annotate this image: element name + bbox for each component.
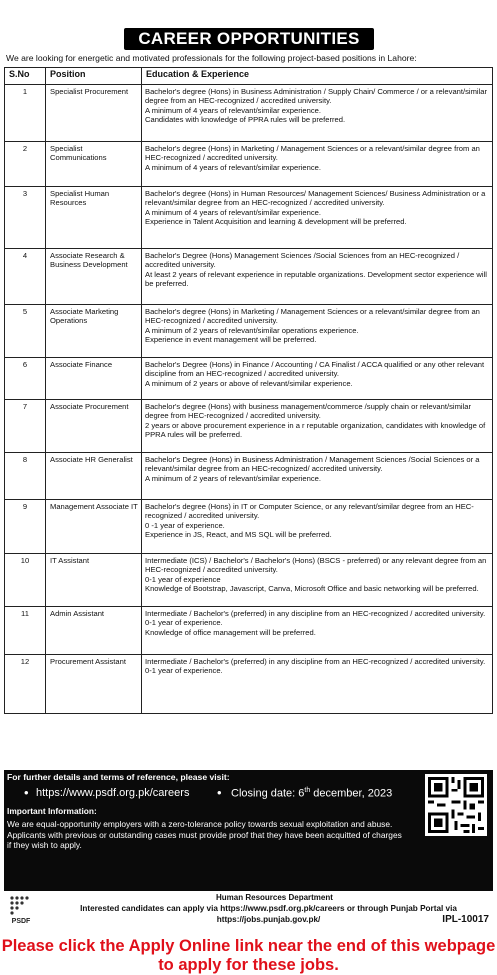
requirement-line: Bachelor's Degree (Hons) Management Sciences /Social Sciences from an HEC-recognized / accredited university. [145,251,460,270]
table-row [5,655,493,714]
requirement-line: Knowledge of office management will be preferred. [145,627,316,637]
job-sno: 4 [5,249,46,305]
requirement-line: A minimum of 2 years of relevant/similar operations experience. [145,325,359,335]
requirement-line: A minimum of 4 years of relevant/similar experience. [145,207,321,217]
job-position: Associate Research & Business Development [46,249,142,305]
requirement-line: Bachelor's Degree (Hons) in Business Administration / Management Sciences /Social Sciences or a relevant/similar degree from an HEC-recognized/ accredited university. [145,455,480,474]
job-position: Procurement Assistant [46,655,142,714]
job-sno: 7 [5,400,46,453]
job-sno: 11 [5,607,46,655]
jobs-table [4,67,493,714]
svg-text:PSDF: PSDF [11,918,31,925]
table-row [5,187,493,249]
table-row [5,249,493,305]
table-row [5,607,493,655]
closing-date: Closing date: 6th december, 2023 [231,787,393,800]
requirement-line: Bachelor's degree (Hons) with business management/commerce /supply chain or relevant/similar degree from HEC-recognized / accredited university. [145,402,472,421]
requirement-line: Experience in JS, React, and MS SQL will be preferred. [145,530,332,540]
job-requirements [142,400,493,453]
requirement-line: Experience in Talent Acquisition and learning & development will be preferred. [145,217,407,227]
requirement-line: A minimum of 2 years or above of relevant/similar experience. [145,378,353,388]
job-sno: 1 [5,85,46,142]
job-sno: 10 [5,554,46,607]
table-header-row [5,68,493,85]
header-position: Position [46,68,142,85]
punjab-portal-link[interactable]: https://jobs.punjab.gov.pk/ [216,914,321,924]
job-requirements [142,655,493,714]
intro-text: We are looking for energetic and motivated professionals for the following project-based positions in Lahore: [6,53,417,63]
requirement-line: 0-1 year of experience. [145,618,223,628]
job-requirements [142,607,493,655]
details-line: For further details and terms of reference, please visit: [7,772,230,782]
apply-online-notice: Please click the Apply Online link near the end of this webpage to apply for these jobs. [1,937,496,974]
table-row [5,554,493,607]
bullet-icon: • [217,785,222,800]
qr-code-icon[interactable] [425,774,487,836]
psdf-logo-icon [6,893,36,925]
requirement-line: 0 -1 year of experience. [145,520,225,530]
job-position: Specialist Communications [46,142,142,187]
job-requirements [142,85,493,142]
department-name: Human Resources Department [216,893,333,902]
requirement-line: Bachelor's degree (Hons) in Business Administration / Supply Chain/ Commerce / or a relevant/similar degree from an HEC-recognized / accredited university. [145,87,488,106]
requirement-line: Bachelor's Degree (Hons) in Finance / Accounting / CA Finalist / ACCA qualified or any other relevant discipline from an HEC-recognized / accredited university. [145,360,485,379]
application-section [4,891,493,931]
header-sno: S.No [5,68,46,85]
requirement-line: 0-1 year of experience [145,574,221,584]
job-position: Associate Finance [46,358,142,400]
job-requirements [142,187,493,249]
page-title: CAREER OPPORTUNITIES [138,29,360,48]
requirement-line: Intermediate / Bachelor's (preferred) in any discipline from an HEC-recognized / accredited university. [145,657,486,666]
footer-info-panel [4,770,493,891]
job-requirements [142,142,493,187]
header-education: Education & Experience [142,68,493,85]
table-row [5,305,493,358]
requirement-line: Bachelor's degree (Hons) in IT or Computer Science, or any relevant/similar degree from an HEC-recognized / accredited university. [145,502,474,521]
job-position: Management Associate IT [46,500,142,554]
requirement-line: Intermediate / Bachelor's (preferred) in any discipline from an HEC-recognized / accredited university. [145,609,486,618]
important-info-text: We are equal-opportunity employers with a zero-tolerance policy towards sexual exploitation and abuse. Applicants with previous or outstanding cases must provide proof that they have been acquitted of charges if they wish to apply. [7,819,402,850]
job-sno: 2 [5,142,46,187]
job-sno: 12 [5,655,46,714]
job-requirements [142,305,493,358]
job-sno: 9 [5,500,46,554]
table-row [5,142,493,187]
table-row [5,500,493,554]
job-requirements [142,453,493,500]
jobs-table-body [5,85,493,714]
job-sno: 6 [5,358,46,400]
job-position: Associate Marketing Operations [46,305,142,358]
title-banner [124,28,374,50]
bullet-icon: • [24,785,29,800]
job-position: IT Assistant [46,554,142,607]
table-row [5,358,493,400]
job-requirements [142,249,493,305]
requirement-line: Knowledge of Bootstrap, Javascript, Canva, Microsoft Office and basic networking will be preferred. [145,584,479,594]
job-sno: 3 [5,187,46,249]
requirement-line: A minimum of 4 years of relevant/similar experience. [145,162,321,172]
important-info-title: Important Information: [7,806,97,816]
apply-instructions: Interested candidates can apply via https://www.psdf.org.pk/careers or through Punjab Portal via https://jobs.punjab.gov.pk/ [46,904,491,925]
requirement-line: At least 2 years of relevant experience in reputable organizations. Development sector experience will be preferred. [145,269,487,289]
requirement-line: Intermediate (ICS) / Bachelor's / Bachelor's (Hons) (BSCS - preferred) or any relevant degree from an HEC-recognized / accredited university. [145,556,487,575]
job-requirements [142,358,493,400]
job-sno: 5 [5,305,46,358]
table-row [5,400,493,453]
job-position: Associate Procurement [46,400,142,453]
careers-link[interactable]: https://www.psdf.org.pk/careers [36,787,190,799]
requirement-line: Bachelor's degree (Hons) in Marketing / Management Sciences or a relevant/similar degree from an HEC-recognized / accredited university. [145,144,480,163]
requirement-line: A minimum of 4 years of relevant/similar experience. [145,105,321,115]
table-row [5,453,493,500]
job-position: Specialist Procurement [46,85,142,142]
requirement-line: Candidates with knowledge of PPRA rules will be preferred. [145,115,346,125]
job-position: Associate HR Generalist [46,453,142,500]
ipl-reference: IPL-10017 [442,914,489,925]
requirement-line: Bachelor's degree (Hons) in Marketing / Management Sciences or a relevant/similar degree from an HEC-recognized / accredited university. [145,307,480,326]
job-position: Specialist Human Resources [46,187,142,249]
table-row [5,85,493,142]
requirement-line: Bachelor's degree (Hons) in Human Resources/ Management Sciences/ Business Administration or a relevant/similar degree from an HEC-recognized / accredited university. [145,189,486,208]
requirement-line: 2 years or above procurement experience in a r reputable organization, candidates with knowledge of PPRA rules will be preferred. [145,420,486,440]
job-sno: 8 [5,453,46,500]
requirement-line: A minimum of 2 years of relevant/similar experience. [145,473,321,483]
job-position: Admin Assistant [46,607,142,655]
requirement-line: Experience in event management will be preferred. [145,335,317,345]
job-requirements [142,554,493,607]
job-requirements [142,500,493,554]
requirement-line: 0-1 year of experience. [145,666,223,676]
